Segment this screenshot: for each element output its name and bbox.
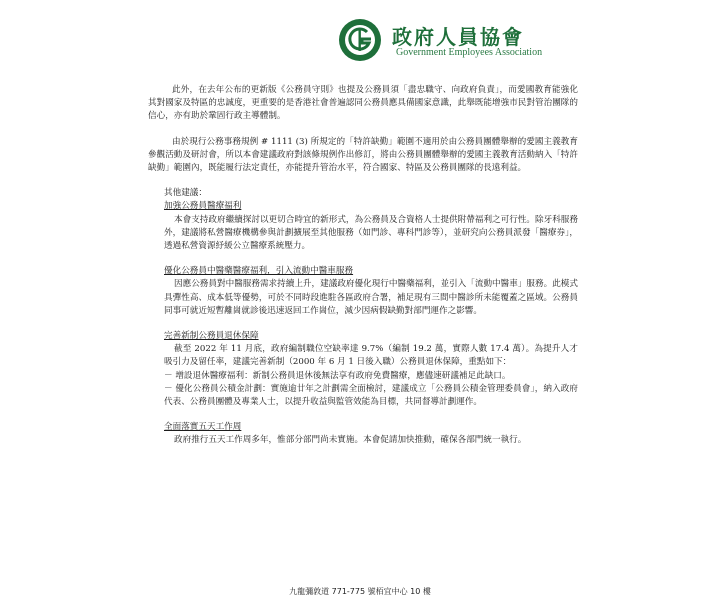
section-title-retirement: 完善新制公務員退休保障 bbox=[164, 331, 259, 342]
section-title-five-day-week: 全面落實五天工作周 bbox=[164, 422, 242, 433]
list-item: － 增設退休醫療福利：新制公務員退休後無法享有政府免費醫療，應儘速研議補足此缺口。 bbox=[164, 370, 511, 381]
letter-body bbox=[148, 84, 578, 460]
other-suggestions-heading: 其他建議： bbox=[164, 188, 207, 199]
section-body-medical: 本會支持政府繼續探討以更切合時宜的新形式，為公務員及合資格人士提供附帶福利之可行性。除牙科服務外，建議將私營醫療機構參與計劃擴展至其他服務（如門診、專科門診等），並研究向公務員派發「醫療券」，透過私營資源紓緩公立醫療系統壓力。 bbox=[164, 214, 578, 252]
section-intro-retirement: 截至 2022 年 11 月底，政府編制職位空缺率達 9.7%（編制 19.2 萬，實際人數 17.4 萬）。為提升人才吸引力及留任率，建議完善新制（2000 年 6 月 1 日後入職）公務員退休保障，重點如下： bbox=[164, 344, 578, 368]
section-body-chinese-medicine: 因應公務員對中醫服務需求持續上升，建議政府優化現行中醫藥福利，並引入「流動中醫車」服務。此模式具彈性高、成本低等優勢，可於不同時段進駐各區政府合署，補足現有三間中醫診所未能覆蓋之區域。公務員同事可就近短暫離崗就診後迅速返回工作崗位，減少因病假缺勤對部門運作之影響。 bbox=[164, 279, 578, 316]
org-name-zh: 政府人員協會 bbox=[392, 25, 524, 49]
section-body-five-day-week: 政府推行五天工作周多年，惟部分部門尚未實施。本會促請加快推動，確保各部門統一執行。 bbox=[174, 435, 527, 446]
association-logo-icon bbox=[338, 18, 382, 62]
footer-address: 九龍彌敦道 771-775 號栢宜中心 10 樓 bbox=[289, 587, 431, 596]
section-title-chinese-medicine: 優化公務員中醫藥醫療福利，引入流動中醫車服務 bbox=[164, 266, 354, 277]
paragraph-special-leave: 由於現行公務事務規例 # 1111 (3) 所規定的「特許缺勤」範圍不適用於由公務員團體舉辦的愛國主義教育參觀活動及研討會，所以本會建議政府對該條規例作出修訂，將由公務員團體舉辦的愛國主義教育活動納入「特許缺勤」範圍內，既能履行法定責任，亦能提升管治水平，符合國家、特區及公務員團隊的長遠利益。 bbox=[148, 136, 578, 174]
letterhead bbox=[338, 18, 568, 64]
paragraph-patriotic-education: 此外，在去年公布的更新版《公務員守則》也提及公務員須「盡忠職守、向政府負責」，而愛國教育能強化其對國家及特區的忠誠度，更重要的是香港社會普遍認同公務員應具備國家意識，此舉既能增強市民對管治團隊的信心，亦有助於鞏固行政主導體制。 bbox=[148, 85, 578, 122]
section-title-medical: 加強公務員醫療福利 bbox=[164, 201, 242, 212]
org-name-en: Government Employees Association bbox=[396, 47, 543, 58]
list-item: － 優化公務員公積金計劃：實施逾廿年之計劃需全面檢討，建議成立「公務員公積金管理委員會」，納入政府代表、公務員團體及專業人士，以提升收益與監管效能為目標，共同督導計劃運作。 bbox=[164, 383, 578, 408]
